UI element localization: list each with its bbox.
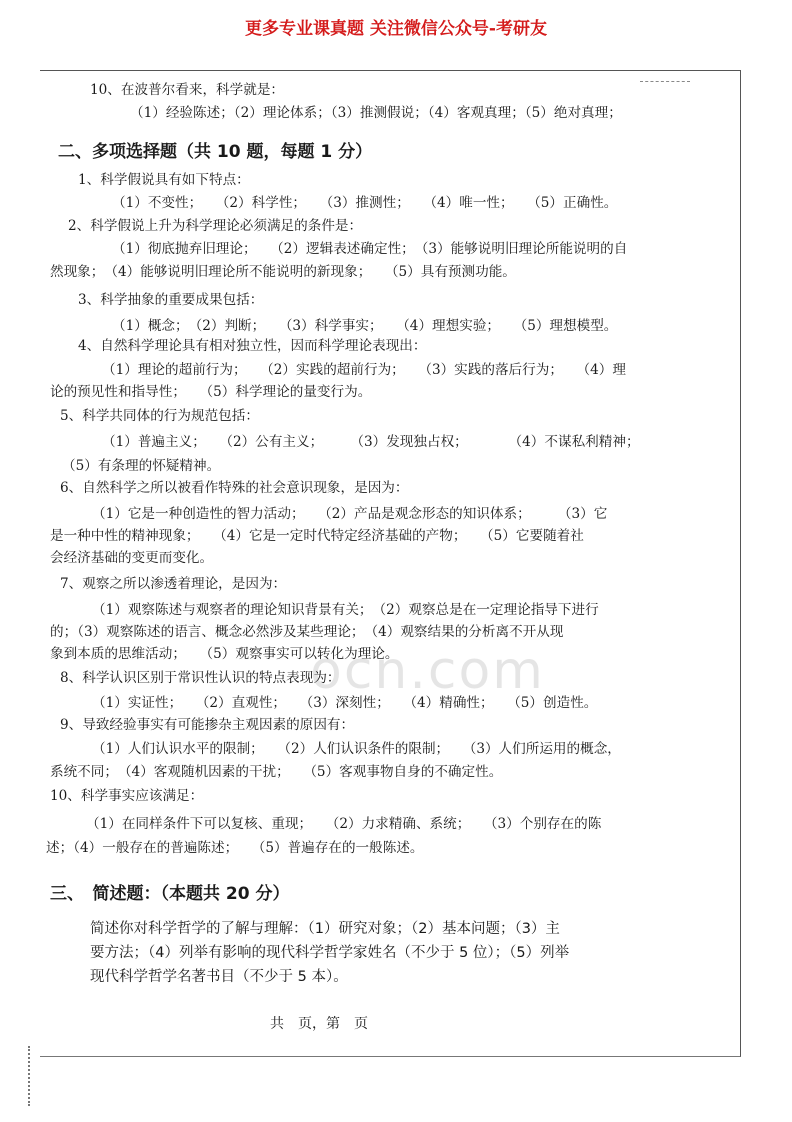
mq3-options: （1）概念； （2）判断； （3）科学事实； （4）理想实验； （5）理想模型。 xyxy=(112,318,618,334)
mq5-options-1: （1）普遍主义； （2）公有主义； （3）发现独占权； （4）不谋私利精神； xyxy=(102,434,640,450)
mq4-options-1: （1）理论的超前行为； （2）实践的超前行为； （3）实践的落后行为； （4）理 xyxy=(102,362,626,378)
q10-stem: 10、在波普尔看来，科学就是： xyxy=(90,82,285,98)
mq3-stem: 3、科学抽象的重要成果包括： xyxy=(78,292,264,308)
page-footer: 共 页，第 页 xyxy=(270,1016,368,1032)
mq10-options-1: （1）在同样条件下可以复核、重现； （2）力求精确、系统； （3）个别存在的陈 xyxy=(86,816,602,832)
section-2-title: 二、多项选择题（共 10 题，每题 1 分） xyxy=(58,142,373,162)
mq7-options-1: （1）观察陈述与观察者的理论知识背景有关； （2）观察总是在一定理论指导下进行 xyxy=(92,602,599,618)
mq9-stem: 9、导致经验事实有可能掺杂主观因素的原因有： xyxy=(60,717,355,733)
mq9-options-1: （1）人们认识水平的限制； （2）人们认识条件的限制； （3）人们所运用的概念， xyxy=(92,741,621,757)
mq4-options-2: 论的预见性和指导性； （5）科学理论的量变行为。 xyxy=(50,384,372,400)
mq8-options: （1）实证性； （2）直观性； （3）深刻性； （4）精确性； （5）创造性。 xyxy=(92,695,598,711)
mq2-options-2: 然现象； （4）能够说明旧理论所不能说明的新现象； （5）具有预测功能。 xyxy=(50,264,516,280)
margin-dots xyxy=(28,1046,32,1106)
section-3-title: 三、 简述题：（本题共 20 分） xyxy=(50,884,290,904)
promo-banner: 更多专业课真题 关注微信公众号-考研友 xyxy=(245,19,547,39)
essay-line-2: 要方法；（4）列举有影响的现代科学哲学家姓名（不少于 5 位）；（5）列举 xyxy=(90,945,570,961)
essay-line-1: 简述你对科学哲学的了解与理解：（1）研究对象；（2）基本问题；（3）主 xyxy=(90,921,560,937)
mq10-options-2: 述；（4）一般存在的普遍陈述； （5）普遍存在的一般陈述。 xyxy=(46,840,424,856)
mq6-options-2: 是一种中性的精神现象； （4）它是一定时代特定经济基础的产物； （5）它要随着社 xyxy=(50,528,584,544)
essay-line-3: 现代科学哲学名著书目（不少于 5 本）。 xyxy=(90,969,348,985)
mq7-options-2: 的；（3）观察陈述的语言、概念必然涉及某些理论； （4）观察结果的分析离不开从现 xyxy=(50,624,564,640)
mq10-stem: 10、科学事实应该满足： xyxy=(50,788,204,804)
mq1-options: （1）不变性； （2）科学性； （3）推测性； （4）唯一性； （5）正确性。 xyxy=(112,195,618,211)
mq1-stem: 1、科学假说具有如下特点： xyxy=(78,172,250,188)
mq2-stem: 2、科学假说上升为科学理论必须满足的条件是： xyxy=(68,218,363,234)
mq6-stem: 6、自然科学之所以被看作特殊的社会意识现象，是因为： xyxy=(60,480,409,496)
essay-question xyxy=(90,917,650,989)
mq4-stem: 4、自然科学理论具有相对独立性，因而科学理论表现出： xyxy=(78,338,427,354)
exam-page xyxy=(40,70,741,1057)
mq9-options-2: 系统不同； （4）客观随机因素的干扰； （5）客观事物自身的不确定性。 xyxy=(50,764,503,780)
mq7-options-3: 象到本质的思维活动； （5）观察事实可以转化为理论。 xyxy=(50,646,399,662)
mq7-stem: 7、观察之所以渗透着理论，是因为： xyxy=(60,576,287,592)
corner-mark xyxy=(640,81,690,82)
mq2-options-1: （1）彻底抛弃旧理论； （2）逻辑表述确定性； （3）能够说明旧理论所能说明的自 xyxy=(112,241,628,257)
mq6-options-1: （1）它是一种创造性的智力活动； （2）产品是观念形态的知识体系； （3）它 xyxy=(92,506,608,522)
mq5-stem: 5、科学共同体的行为规范包括： xyxy=(60,408,259,424)
mq8-stem: 8、科学认识区别于常识性认识的特点表现为： xyxy=(60,670,341,686)
q10-options: （1）经验陈述；（2）理论体系；（3）推测假说；（4）客观真理；（5）绝对真理； xyxy=(130,105,622,121)
mq6-options-3: 会经济基础的变更而变化。 xyxy=(50,550,214,566)
mq5-options-2: （5）有条理的怀疑精神。 xyxy=(62,458,221,474)
watermark: ocn.com xyxy=(310,641,545,701)
